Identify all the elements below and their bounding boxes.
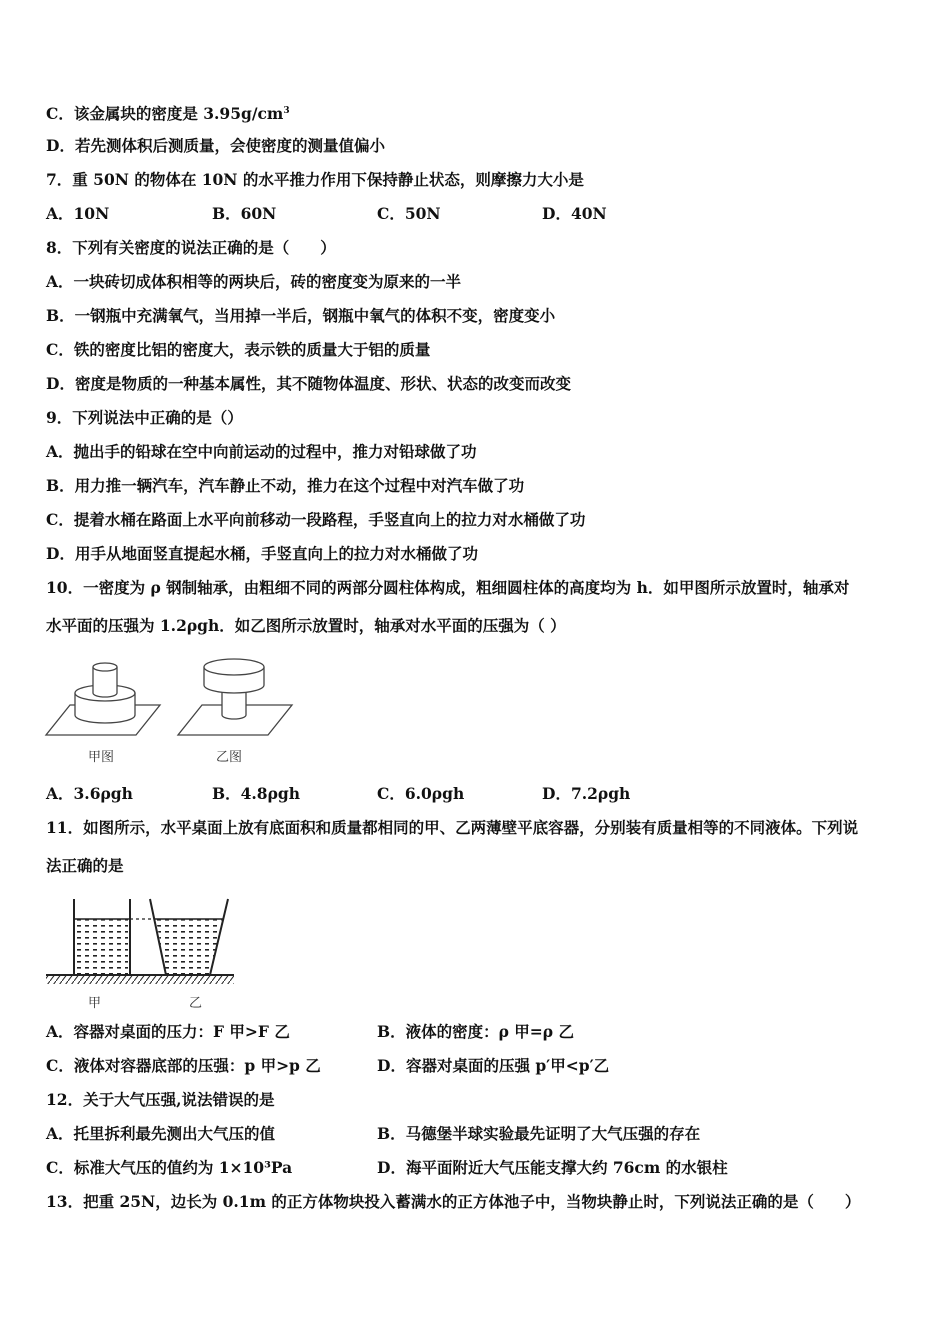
q12-option-a: A．托里拆利最先测出大气压的值 xyxy=(46,1124,276,1143)
question-12: 12．关于大气压强,说法错误的是 xyxy=(46,1090,275,1109)
question-11-line2: 法正确的是 xyxy=(46,856,124,875)
superscript: 3 xyxy=(283,106,290,116)
q10-option-d: D．7.2ρgh xyxy=(542,784,631,803)
q8-option-a: A．一块砖切成体积相等的两块后，砖的密度变为原来的一半 xyxy=(46,272,462,291)
question-8: 8．下列有关密度的说法正确的是（ ） xyxy=(46,238,336,257)
question-10-line1: 10．一密度为 ρ 钢制轴承，由粗细不同的两部分圆柱体构成，粗细圆柱体的高度均为 h．如甲图所示放置时，轴承对 xyxy=(46,578,850,597)
q9-option-c: C．提着水桶在路面上水平向前移动一段路程，手竖直向上的拉力对水桶做了功 xyxy=(46,510,586,529)
question-10-line2: 水平面的压强为 1.2ρgh．如乙图所示放置时，轴承对水平面的压强为（ ） xyxy=(46,616,566,635)
q8-option-b: B．一钢瓶中充满氧气，当用掉一半后，钢瓶中氧气的体积不变，密度变小 xyxy=(46,306,556,325)
q12-option-b: B．马德堡半球实验最先证明了大气压强的存在 xyxy=(377,1124,701,1143)
caption-jia-figure: 甲图 xyxy=(88,750,115,765)
q10-option-a: A．3.6ρgh xyxy=(46,784,133,803)
q11-option-b: B．液体的密度：ρ 甲=ρ 乙 xyxy=(377,1022,574,1041)
q9-option-b: B．用力推一辆汽车，汽车静止不动，推力在这个过程中对汽车做了功 xyxy=(46,476,525,495)
q12-option-c: C．标准大气压的值约为 1×10³Pa xyxy=(46,1158,293,1177)
caption-yi-container: 乙 xyxy=(189,996,203,1011)
question-9: 9．下列说法中正确的是（） xyxy=(46,408,243,427)
q11-option-d: D．容器对桌面的压强 p′甲<p′乙 xyxy=(377,1056,610,1075)
caption-jia-container: 甲 xyxy=(88,996,102,1011)
option-c-text: C．该金属块的密度是 3.95g/cm xyxy=(46,104,284,124)
q10-option-c: C．6.0ρgh xyxy=(377,784,465,803)
q9-option-d: D．用手从地面竖直提起水桶，手竖直向上的拉力对水桶做了功 xyxy=(46,544,478,563)
caption-yi-figure: 乙图 xyxy=(216,750,243,765)
option-c-density xyxy=(46,100,290,125)
q11-option-c: C．液体对容器底部的压强：p 甲>p 乙 xyxy=(46,1056,321,1075)
q7-option-d: D．40N xyxy=(542,204,607,223)
q7-option-c: C．50N xyxy=(377,204,441,223)
q9-option-a: A．抛出手的铅球在空中向前运动的过程中，推力对铅球做了功 xyxy=(46,442,477,461)
q11-option-a: A．容器对桌面的压力：F 甲>F 乙 xyxy=(46,1022,290,1041)
q10-option-b: B．4.8ρgh xyxy=(212,784,300,803)
question-7: 7．重 50N 的物体在 10N 的水平推力作用下保持静止状态，则摩擦力大小是 xyxy=(46,170,584,189)
containers-figure xyxy=(44,893,244,993)
q12-option-d: D．海平面附近大气压能支撑大约 76cm 的水银柱 xyxy=(377,1158,728,1177)
q8-option-d: D．密度是物质的一种基本属性，其不随物体温度、形状、状态的改变而改变 xyxy=(46,374,571,393)
question-13: 13．把重 25N，边长为 0.1m 的正方体物块投入蓄满水的正方体池子中，当物块静止时，下列说法正确的是（ ） xyxy=(46,1192,861,1211)
option-d-measure: D．若先测体积后测质量，会使密度的测量值偏小 xyxy=(46,136,385,155)
q7-option-b: B．60N xyxy=(212,204,277,223)
q7-option-a: A．10N xyxy=(46,204,110,223)
question-11-line1: 11．如图所示，水平桌面上放有底面积和质量都相同的甲、乙两薄壁平底容器，分别装有质量相等的不同液体。下列说 xyxy=(46,818,859,837)
q8-option-c: C．铁的密度比铝的密度大，表示铁的质量大于铝的质量 xyxy=(46,340,431,359)
